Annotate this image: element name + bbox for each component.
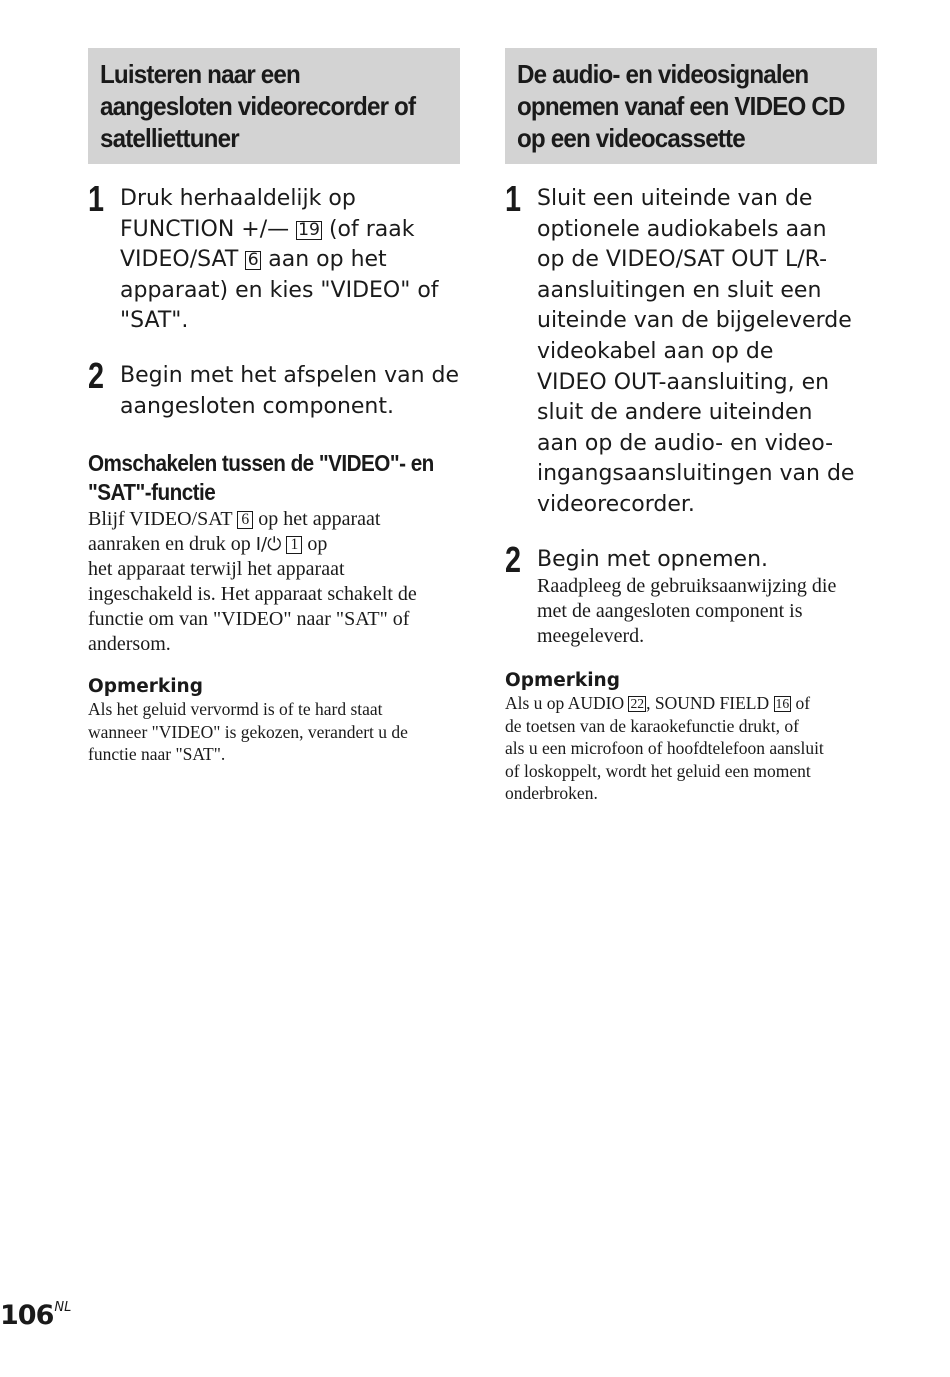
step-1 (505, 178, 877, 521)
power-icon: I/⏻ (255, 534, 282, 556)
heading-line: aangesloten videorecorder of (100, 91, 416, 121)
text-line: de toetsen van de karaokefunctie drukt, of (505, 715, 799, 736)
step-number: 1 (88, 178, 105, 219)
text-line: op de VIDEO/SAT OUT L/R- (537, 247, 828, 273)
reference-number-box: 6 (237, 511, 253, 529)
text-line: Begin met het afspelen van de (120, 362, 460, 388)
right-column (505, 48, 877, 805)
text-line: Sluit een uiteinde van de (537, 186, 813, 211)
step-2 (505, 538, 877, 650)
note-left (88, 676, 460, 766)
reference-number-box: 19 (298, 219, 320, 240)
reference-number-box: 6 (245, 251, 261, 270)
text-line: Als het geluid vervormd is of te hard staat (88, 699, 383, 720)
reference-number-box: 1 (286, 536, 302, 554)
text-line: optionele audiokabels aan (537, 216, 827, 242)
heading-line: op een videocassette (517, 123, 745, 153)
text-line: ingangsaansluitingen van de (537, 461, 855, 487)
text-line: andersom. (88, 633, 171, 656)
text-line: aangesloten component. (120, 393, 394, 419)
text-line: aanraken en druk op I/⏻ 1 op (88, 533, 328, 556)
text-line: sluit de andere uiteinden (537, 400, 813, 426)
text-line: aan op de audio- en video- (537, 430, 834, 456)
text-line: ingeschakeld is. Het apparaat schakelt de (88, 583, 417, 606)
text-line: Begin met opnemen. (537, 546, 769, 572)
text-line: Blijf VIDEO/SAT 6 op het apparaat (88, 508, 381, 531)
left-column (88, 48, 460, 766)
step-text (120, 361, 460, 422)
subsection-switch (88, 449, 460, 657)
step-detail (537, 574, 877, 649)
text-line: Raadpleeg de gebruiksaanwijzing die (537, 575, 837, 598)
text-line: met de aangesloten component is (537, 600, 803, 623)
text-line: videokabel aan op de (537, 338, 774, 364)
text-line: functie om van "VIDEO" naar "SAT" of (88, 608, 410, 631)
text-line: Druk herhaaldelijk op (120, 186, 356, 211)
subsection-heading (88, 449, 434, 507)
text-line: videorecorder. (537, 491, 695, 517)
text-line: meegeleverd. (537, 625, 645, 648)
text-line: wanneer "VIDEO" is gekozen, verandert u de (88, 721, 408, 742)
reference-number-box: 22 (630, 696, 645, 712)
text-line: als u een microfoon of hoofdtelefoon aansluit (505, 738, 824, 759)
reference-number-box: 16 (775, 696, 790, 712)
note-title: Opmerking (88, 676, 203, 698)
heading-line: opnemen vanaf een VIDEO CD (517, 91, 845, 121)
step-number: 1 (505, 178, 522, 219)
heading-line: Luisteren naar een (100, 59, 300, 89)
page-language: NL (54, 1300, 72, 1315)
text-line: "SAT". (120, 308, 189, 334)
text-line: het apparaat terwijl het apparaat (88, 558, 345, 581)
section-heading-listen (88, 48, 460, 164)
step-text (537, 184, 877, 521)
step-number: 2 (88, 354, 105, 396)
text-line: of loskoppelt, wordt het geluid een moment (505, 760, 811, 781)
step-number: 2 (505, 538, 522, 580)
note-text (505, 692, 877, 805)
step-2 (88, 354, 460, 422)
subsection-body (88, 507, 460, 657)
step-text (120, 184, 460, 337)
text-line: Als u op AUDIO 22 , SOUND FIELD 16 of (505, 693, 811, 714)
text-line: functie naar "SAT". (88, 744, 226, 765)
text-line: VIDEO/SAT 6 aan op het (120, 247, 387, 273)
step-1 (88, 178, 460, 337)
subheading-line: "SAT"-functie (88, 479, 216, 506)
page-number (0, 1292, 71, 1332)
page-number-value: 106 (0, 1300, 54, 1331)
section-heading-record (505, 48, 877, 164)
text-line: FUNCTION +/— 19 (of raak (120, 216, 415, 242)
note-title: Opmerking (505, 670, 620, 692)
note-right (505, 670, 877, 805)
subheading-line: Omschakelen tussen de "VIDEO"- en (88, 450, 434, 477)
text-line: onderbroken. (505, 783, 598, 804)
note-text (88, 698, 460, 766)
text-line: VIDEO OUT-aansluiting, en (537, 369, 830, 395)
heading-line: De audio- en videosignalen (517, 59, 809, 89)
text-line: aansluitingen en sluit een (537, 277, 822, 303)
heading-line: satelliettuner (100, 123, 239, 153)
text-line: apparaat) en kies "VIDEO" of (120, 277, 439, 303)
text-line: uiteinde van de bijgeleverde (537, 308, 852, 334)
step-text (537, 545, 877, 576)
